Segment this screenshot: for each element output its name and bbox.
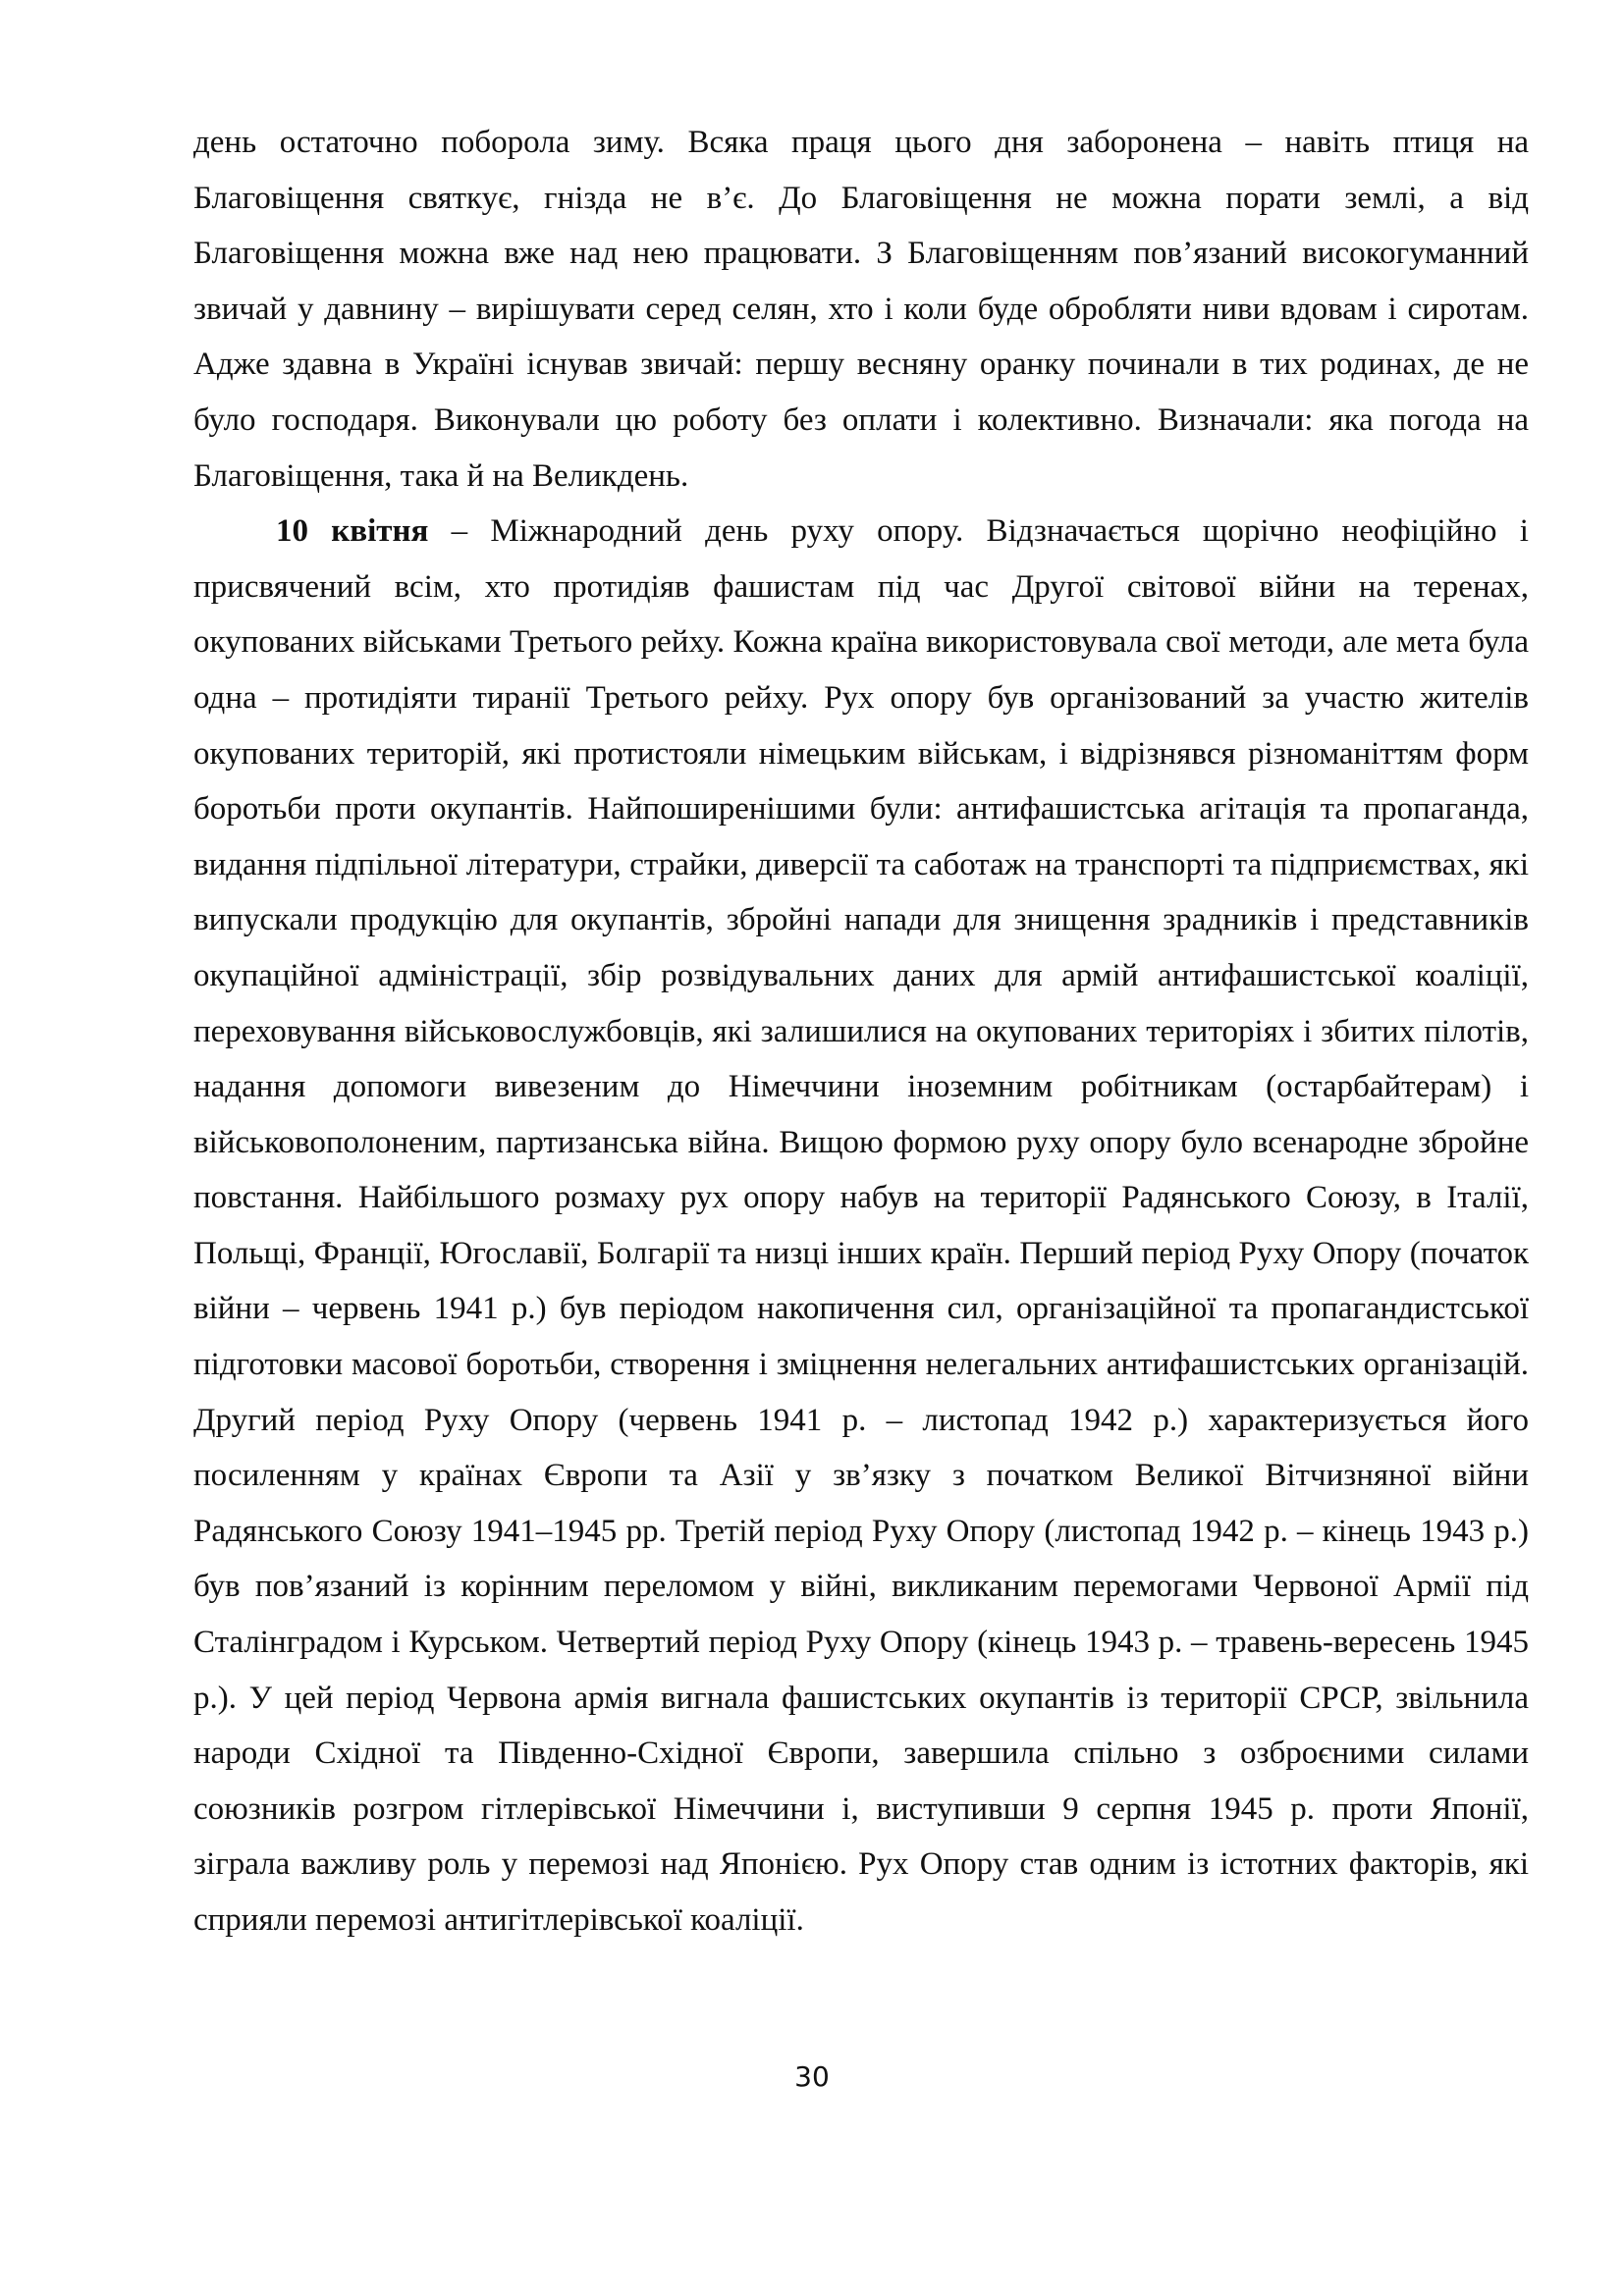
paragraph-date-heading: 10 квітня: [276, 513, 429, 550]
paragraph-annunciation-continued: день остаточно поборола зиму. Всяка праця цього дня заборонена – навіть птиця на Благовіщення святкує, гнізда не в’є. До Благовіщення не можна порати землі, а від Благовіщення можна вже над нею працювати. З Благовіщенням пов’язаний високогуманний звичай у давнину – вирішувати серед селян, хто і коли буде обробляти ниви вдовам і сиротам. Адже здавна в Україні існував звичай: першу весняну оранку починали в тих родинах, де не було господаря. Виконували цю роботу без оплати і колективно. Визначали: яка погода на Благовіщення, така й на Великдень.: [193, 125, 1529, 494]
paragraph-resistance-day: [193, 504, 1529, 1948]
document-body: [193, 115, 1529, 1949]
page-number: 30: [794, 2060, 830, 2093]
paragraph-resistance-text: – Міжнародний день руху опору. Відзначається щорічно неофіційно і присвячений всім, хто протидіяв фашистам під час Другої світової війни на теренах, окупованих військами Третього рейху. Кожна країна використовувала свої методи, але мета була одна – протидіяти тиранії Третього рейху. Рух опору був організований за участю жителів окупованих територій, які протистояли німецьким військам, і відрізнявся різноманіттям форм боротьби проти окупантів. Найпоширенішими були: антифашистська агітація та пропаганда, видання підпільної літератури, страйки, диверсії та саботаж на транспорті та підприємствах, які випускали продукцію для окупантів, збройні напади для знищення зрадників і представників окупаційної адміністрації, збір розвідувальних даних для армій антифашистської коаліції, переховування військовослужбовців, які залишилися на окупованих територіях і збитих пілотів, надання допомоги вивезеним до Німеччини іноземним робітникам (остарбайтерам) і військовополоненим, партизанська війна. Вищою формою руху опору було всенародне збройне повстання. Найбільшого розмаху рух опору набув на території Радянського Союзу, в Італії, Польщі, Франції, Югославії, Болгарії та низці інших країн. Перший період Руху Опору (початок війни – червень 1941 р.) був періодом накопичення сил, організаційної та пропагандистської підготовки масової боротьби, створення і зміцнення нелегальних антифашистських організацій. Другий період Руху Опору (червень 1941 р. – листопад 1942 р.) характеризується його посиленням у країнах Європи та Азії у зв’язку з початком Великої Вітчизняної війни Радянського Союзу 1941–1945 рр. Третій період Руху Опору (листопад 1942 р. – кінець 1943 р.) був пов’язаний із корінним переломом у війні, викликаним перемогами Червоної Армії під Сталінградом і Курськом. Четвертий період Руху Опору (кінець 1943 р. – травень-вересень 1945 р.). У цей період Червона армія вигнала фашистських окупантів із території СРСР, звільнила народи Східної та Південно-Східної Європи, завершила спільно з озброєними силами союзників розгром гітлерівської Німеччини і, виступивши 9 серпня 1945 р. проти Японії, зіграла важливу роль у перемозі над Японією. Рух Опору став одним із істотних факторів, які сприяли перемозі антигітлерівської коаліції.: [193, 513, 1529, 1938]
